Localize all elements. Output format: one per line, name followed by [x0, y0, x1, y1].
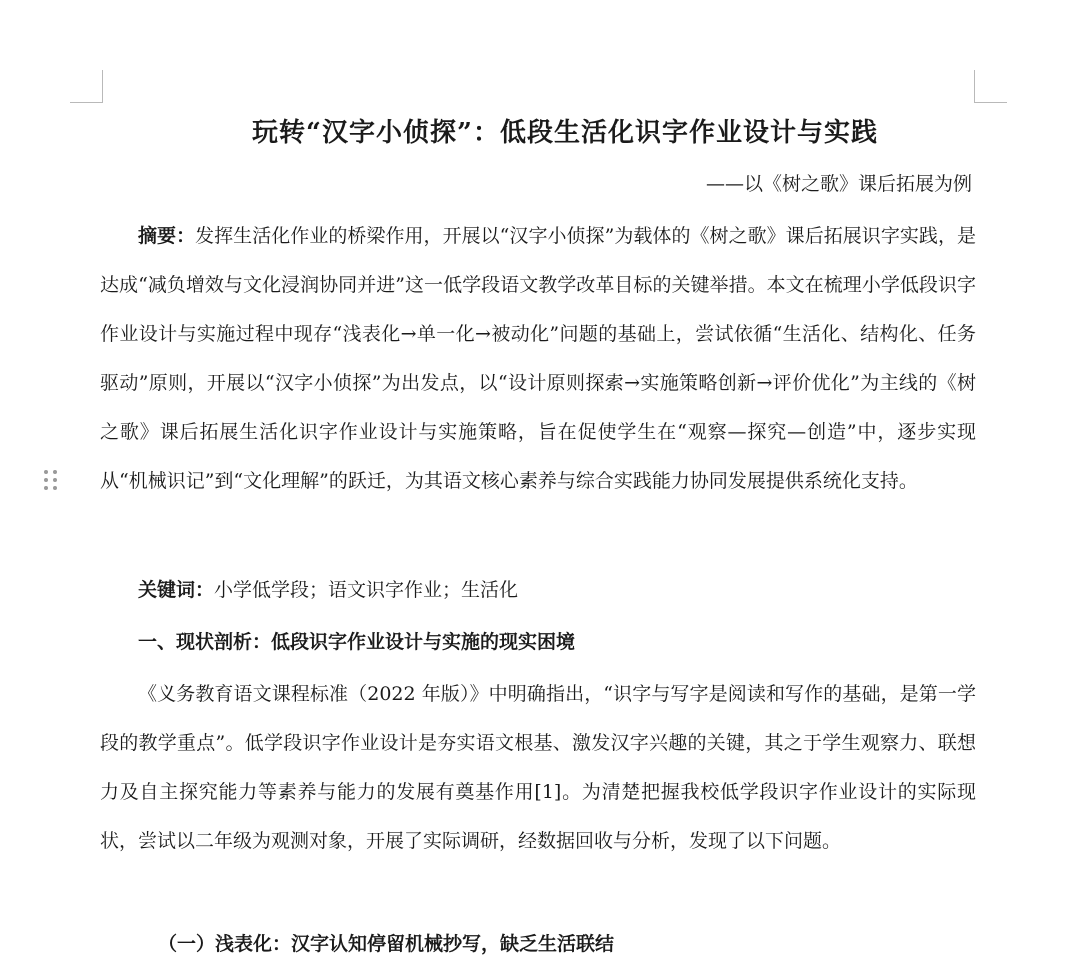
section-heading: 一、现状剖析：低段识字作业设计与实施的现实困境	[138, 631, 576, 653]
document-title: 玩转“汉字小侦探”：低段生活化识字作业设计与实践	[252, 118, 878, 148]
abstract-label: 摘要：	[138, 225, 196, 247]
body-paragraph: 《义务教育语文课程标准（2022 年版）》中明确指出，“识字与写字是阅读和写作的基础，是第一学段的教学重点”。低学段识字作业设计是夯实语文根基、激发汉字兴趣的关键，其之于学生观察力、联想力及自主探究能力等素养与能力的发展有奠基作用[1]。为清楚把握我校低学段识字作业设计的实际现状，尝试以二年级为观测对象，开展了实际调研，经数据回收与分析，发现了以下问题。	[100, 683, 976, 852]
page-corner-marker-top-left	[70, 70, 103, 103]
page-corner-marker-top-right	[974, 70, 1007, 103]
keywords-label: 关键词：	[138, 579, 215, 601]
keywords-text: 小学低学段；语文识字作业；生活化	[214, 579, 519, 601]
abstract-text: 发挥生活化作业的桥梁作用，开展以“汉字小侦探”为载体的《树之歌》课后拓展识字实践，是达成“减负增效与文化浸润协同并进”这一低学段语文教学改革目标的关键举措。本文在梳理小学低段识字作业设计与实施过程中现存“浅表化→单一化→被动化”问题的基础上，尝试依循“生活化、结构化、任务驱动”原则，开展以“汉字小侦探”为出发点，以“设计原则探索→实施策略创新→评价优化”为主线的《树之歌》课后拓展生活化识字作业设计与实施策略，旨在促使学生在“观察—探究—创造”中，逐步实现从“机械识记”到“文化理解”的跃迁，为其语文核心素养与综合实践能力协同发展提供系统化支持。	[100, 225, 976, 492]
drag-handle-icon[interactable]	[44, 470, 60, 492]
subsection-heading: （一）浅表化：汉字认知停留机械抄写，缺乏生活联结	[158, 933, 615, 955]
document-subtitle: ——以《树之歌》课后拓展为例	[705, 173, 972, 195]
keywords-paragraph	[100, 566, 976, 615]
abstract-paragraph	[100, 212, 976, 506]
